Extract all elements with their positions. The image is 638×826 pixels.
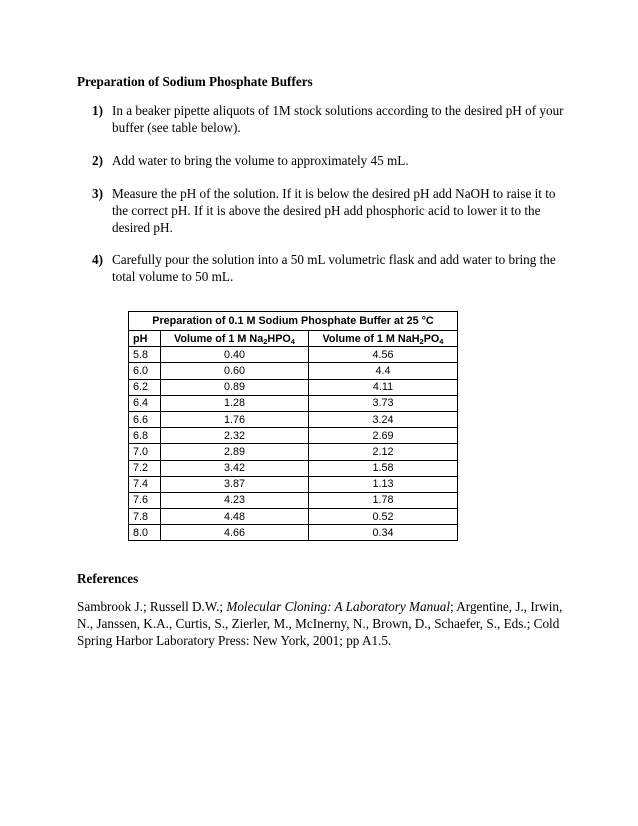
cell-na2hpo4-volume: 3.87 — [161, 476, 309, 492]
cell-na2hpo4-volume: 3.42 — [161, 460, 309, 476]
step-2 — [92, 152, 572, 169]
table-row — [129, 444, 458, 460]
header-nah2po4: Volume of 1 M $NaH_2PO_4$ — [309, 331, 458, 347]
step-text: Carefully pour the solution into a 50 mL volumetric flask and add water to bring the total volume to 50 mL. — [112, 252, 556, 284]
step-number: 2) — [92, 153, 103, 168]
cell-ph: 6.8 — [129, 428, 161, 444]
table-row — [129, 395, 458, 411]
cell-ph: 6.0 — [129, 363, 161, 379]
cell-ph: 5.8 — [129, 347, 161, 363]
table-row — [129, 347, 458, 363]
step-4 — [92, 251, 572, 285]
cell-nah2po4-volume: 2.69 — [309, 428, 458, 444]
table-row — [129, 509, 458, 525]
cell-nah2po4-volume: 1.58 — [309, 460, 458, 476]
step-text: In a beaker pipette aliquots of 1M stock solutions according to the desired pH of your buffer (see table below). — [112, 103, 564, 135]
cell-nah2po4-volume: 4.4 — [309, 363, 458, 379]
cell-nah2po4-volume: 3.73 — [309, 395, 458, 411]
table-row — [129, 460, 458, 476]
cell-na2hpo4-volume: 1.28 — [161, 395, 309, 411]
cell-na2hpo4-volume: 4.23 — [161, 492, 309, 508]
step-3 — [92, 185, 572, 236]
table-row — [129, 428, 458, 444]
cell-na2hpo4-volume: 0.60 — [161, 363, 309, 379]
cell-ph: 6.2 — [129, 379, 161, 395]
cell-nah2po4-volume: 1.78 — [309, 492, 458, 508]
cell-ph: 7.4 — [129, 476, 161, 492]
cell-na2hpo4-volume: 4.48 — [161, 509, 309, 525]
cell-nah2po4-volume: 4.56 — [309, 347, 458, 363]
cell-nah2po4-volume: 0.52 — [309, 509, 458, 525]
step-text: Measure the pH of the solution. If it is below the desired pH add NaOH to raise it to the correct pH. If it is above the desired pH add phosphoric acid to lower it to the desired pH. — [112, 186, 556, 235]
cell-ph: 6.6 — [129, 411, 161, 427]
cell-na2hpo4-volume: 0.40 — [161, 347, 309, 363]
cell-na2hpo4-volume: 4.66 — [161, 525, 309, 541]
page-title: Preparation of Sodium Phosphate Buffers — [77, 74, 313, 89]
table-row — [129, 476, 458, 492]
table-header-row — [129, 331, 458, 347]
step-number: 4) — [92, 252, 103, 267]
cell-nah2po4-volume: 0.34 — [309, 525, 458, 541]
cell-na2hpo4-volume: 2.32 — [161, 428, 309, 444]
cell-na2hpo4-volume: 0.89 — [161, 379, 309, 395]
header-na2hpo4: Volume of 1 M $Na_2HPO_4$ — [161, 331, 309, 347]
cell-ph: 7.6 — [129, 492, 161, 508]
table-row — [129, 492, 458, 508]
buffer-table — [128, 311, 458, 541]
cell-ph: 7.8 — [129, 509, 161, 525]
step-text: Add water to bring the volume to approximately 45 mL. — [112, 153, 409, 168]
table-row — [129, 363, 458, 379]
table-caption: Preparation of 0.1 M Sodium Phosphate Buffer at 25 °C — [129, 312, 458, 331]
step-number: 3) — [92, 186, 103, 201]
step-1 — [92, 102, 572, 136]
references-heading: References — [77, 571, 139, 586]
cell-ph: 8.0 — [129, 525, 161, 541]
table-row — [129, 525, 458, 541]
reference-citation: Sambrook J.; Russell D.W.; Molecular Cloning: A Laboratory Manual; Argentine, J., Irwin, N., Janssen, K.A., Curtis, S., Zierler, M., McInerny, N., Brown, D., Schaefer, S., Eds.; Cold Spring Harbor Laboratory Press: New York, 2001; pp A1.5. — [77, 599, 563, 649]
cell-na2hpo4-volume: 2.89 — [161, 444, 309, 460]
cell-ph: 6.4 — [129, 395, 161, 411]
cell-ph: 7.2 — [129, 460, 161, 476]
table-row — [129, 379, 458, 395]
cell-nah2po4-volume: 2.12 — [309, 444, 458, 460]
step-number: 1) — [92, 103, 103, 118]
cell-nah2po4-volume: 3.24 — [309, 411, 458, 427]
cell-ph: 7.0 — [129, 444, 161, 460]
header-ph: pH — [129, 331, 161, 347]
cell-na2hpo4-volume: 1.76 — [161, 411, 309, 427]
book-title: Molecular Cloning: A Laboratory Manual — [226, 599, 451, 614]
cell-nah2po4-volume: 4.11 — [309, 379, 458, 395]
table-row — [129, 411, 458, 427]
cell-nah2po4-volume: 1.13 — [309, 476, 458, 492]
